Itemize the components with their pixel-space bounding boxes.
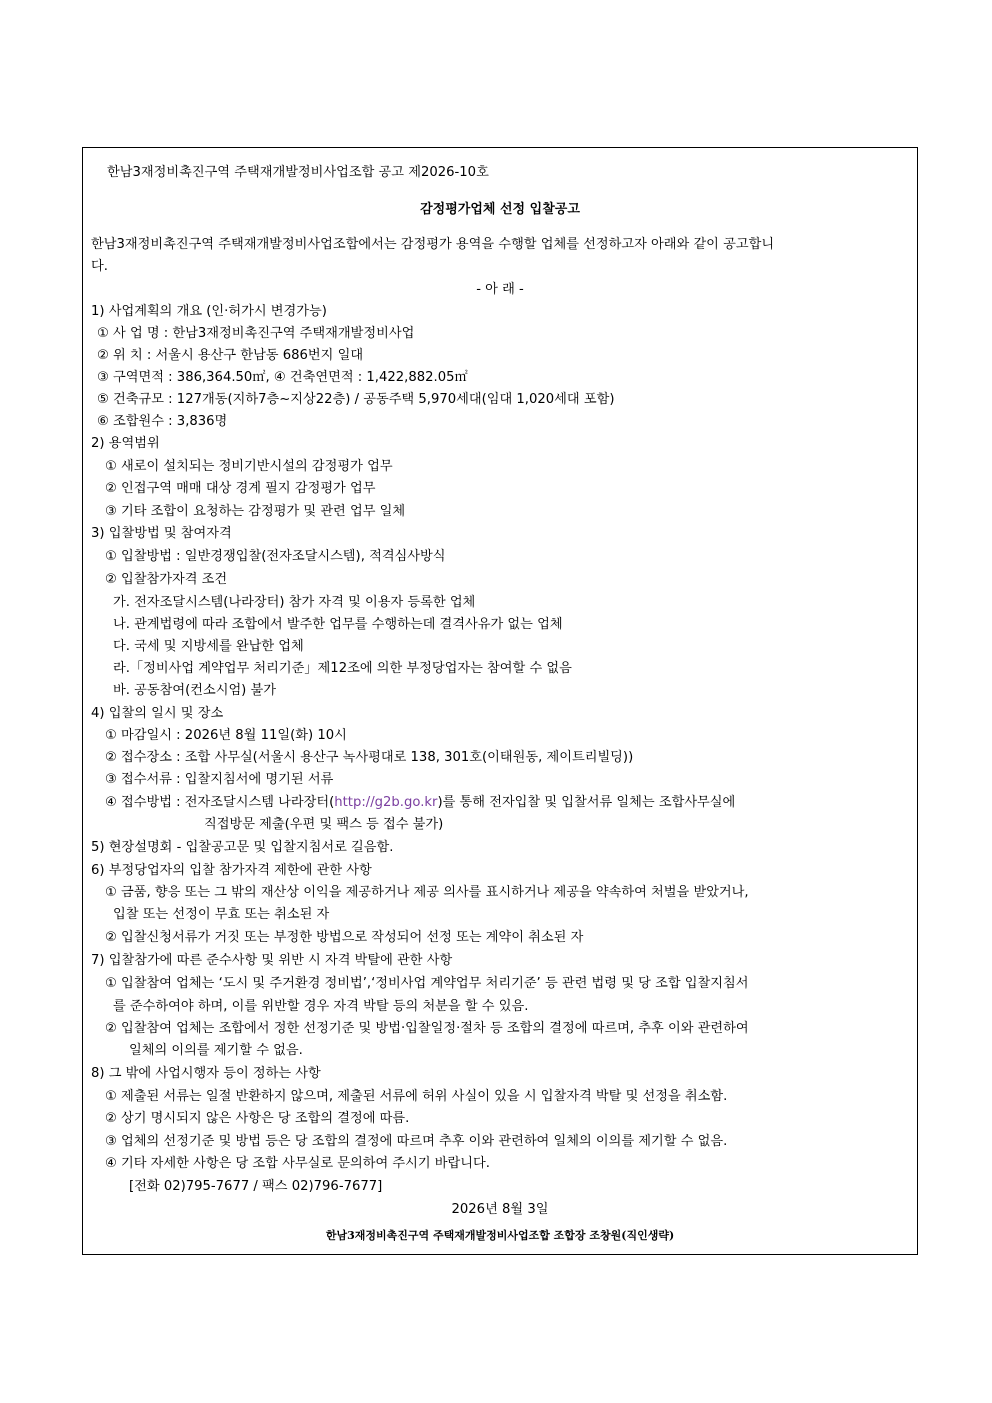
section-7-item: ② 입찰참여 업체는 조합에서 정한 선정기준 및 방법·입찰일정·절차 등 조합의 결정에 따르며, 추후 이와 관련하여: [105, 1021, 749, 1036]
section-2-heading: 2) 용역범위: [91, 436, 160, 451]
section-3-subitem: 다. 국세 및 지방세를 완납한 업체: [113, 639, 304, 654]
g2b-link[interactable]: http://g2b.go.kr: [334, 795, 438, 810]
section-8-item: ③ 업체의 선정기준 및 방법 등은 당 조합의 결정에 따르며 추후 이와 관련하여 일체의 이의를 제기할 수 없음.: [105, 1134, 728, 1149]
below-marker: - 아 래 -: [476, 282, 524, 297]
section-7-item-cont: 를 준수하여야 하며, 이를 위반할 경우 자격 박탈 등의 처분을 할 수 있음.: [113, 999, 529, 1014]
section-4-item: ② 접수장소 : 조합 사무실(서울시 용산구 녹사평대로 138, 301호(이태원동, 제이트리빌딩)): [105, 750, 634, 765]
section-4-item: ① 마감일시 : 2026년 8월 11일(화) 10시: [105, 728, 347, 743]
section-8-item: ① 제출된 서류는 일절 반환하지 않으며, 제출된 서류에 허위 사실이 있을 시 입찰자격 박탈 및 선정을 취소함.: [105, 1089, 728, 1104]
intro-text: 한남3재정비촉진구역 주택재개발정비사업조합에서는 감정평가 용역을 수행할 업체를 선정하고자 아래와 같이 공고합니: [91, 237, 775, 252]
section-4-item-cont: 직접방문 제출(우편 및 팩스 등 접수 불가): [204, 817, 444, 832]
section-4-item: ③ 접수서류 : 입찰지침서에 명기된 서류: [105, 772, 334, 787]
section-4-heading: 4) 입찰의 일시 및 장소: [91, 706, 224, 721]
signature: 한남3재정비촉진구역 주택재개발정비사업조합 조합장 조창원(직인생략): [325, 1229, 675, 1242]
section-3-item: ① 입찰방법 : 일반경쟁입찰(전자조달시스템), 적격심사방식: [105, 549, 446, 564]
section-8-item: ④ 기타 자세한 사항은 당 조합 사무실로 문의하여 주시기 바랍니다.: [105, 1156, 490, 1171]
section-7-item: ① 입찰참여 업체는 ‘도시 및 주거환경 정비법’,‘정비사업 계약업무 처리기준’ 등 관련 법령 및 당 조합 입찰지침서: [105, 976, 749, 991]
section-2-item: ① 새로이 설치되는 정비기반시설의 감정평가 업무: [105, 459, 393, 474]
section-3-subitem: 라.「정비사업 계약업무 처리기준」제12조에 의한 부정당업자는 참여할 수 없음: [113, 661, 572, 676]
contact-info: [전화 02)795-7677 / 팩스 02)796-7677]: [129, 1179, 383, 1194]
submission-method-text-cont: )를 통해 전자입찰 및 입찰서류 일체는 조합사무실에: [437, 795, 736, 810]
section-7-heading: 7) 입찰참가에 따른 준수사항 및 위반 시 자격 박탈에 관한 사항: [91, 953, 453, 968]
section-1-item: ③ 구역면적 : 386,364.50㎡, ④ 건축연면적 : 1,422,882.05㎡: [97, 370, 468, 385]
section-1-item: ⑤ 건축규모 : 127개동(지하7층~지상22층) / 공동주택 5,970세대(임대 1,020세대 포함): [97, 392, 615, 407]
section-3-subitem: 가. 전자조달시스템(나라장터) 참가 자격 및 이용자 등록한 업체: [113, 595, 476, 610]
submission-method-text: ④ 접수방법 : 전자조달시스템 나라장터(: [105, 795, 335, 810]
section-8-heading: 8) 그 밖에 사업시행자 등이 정하는 사항: [91, 1066, 321, 1081]
section-3-subitem: 나. 관계법령에 따라 조합에서 발주한 업무를 수행하는데 결격사유가 없는 업체: [113, 617, 563, 632]
section-8-item: ② 상기 명시되지 않은 사항은 당 조합의 결정에 따름.: [105, 1111, 410, 1126]
section-6-item: ① 금품, 향응 또는 그 밖의 재산상 이익을 제공하거나 제공 의사를 표시하거나 제공을 약속하여 처벌을 받았거나,: [105, 885, 749, 900]
section-1-item: ① 사 업 명 : 한남3재정비촉진구역 주택재개발정비사업: [97, 326, 415, 341]
section-2-item: ② 인접구역 매매 대상 경계 필지 감정평가 업무: [105, 481, 376, 496]
section-2-item: ③ 기타 조합이 요청하는 감정평가 및 관련 업무 일체: [105, 504, 406, 519]
section-1-item: ⑥ 조합원수 : 3,836명: [97, 414, 228, 429]
notice-frame: [82, 147, 918, 1255]
section-3-item: ② 입찰참가자격 조건: [105, 572, 228, 587]
section-6-heading: 6) 부정당업자의 입찰 참가자격 제한에 관한 사항: [91, 863, 372, 878]
section-4-item: [105, 795, 735, 811]
section-1-heading: 1) 사업계획의 개요 (인·허가시 변경가능): [91, 304, 327, 319]
section-6-item: ② 입찰신청서류가 거짓 또는 부정한 방법으로 작성되어 선정 또는 계약이 취소된 자: [105, 930, 584, 945]
section-6-item-cont: 입찰 또는 선정이 무효 또는 취소된 자: [113, 907, 330, 922]
notice-date: 2026년 8월 3일: [451, 1202, 549, 1217]
section-3-heading: 3) 입찰방법 및 참여자격: [91, 526, 232, 541]
notice-number: 한남3재정비촉진구역 주택재개발정비사업조합 공고 제2026-10호: [107, 165, 489, 180]
section-1-item: ② 위 치 : 서울시 용산구 한남동 686번지 일대: [97, 348, 364, 363]
section-5-heading: 5) 현장설명회 - 입찰공고문 및 입찰지침서로 길음함.: [91, 840, 394, 855]
section-7-item-cont: 일체의 이의를 제기할 수 없음.: [129, 1043, 303, 1058]
section-3-subitem: 바. 공동참여(컨소시엄) 불가: [113, 683, 276, 698]
intro-text-cont: 다.: [91, 259, 108, 274]
page-title: 감정평가업체 선정 입찰공고: [420, 202, 580, 217]
